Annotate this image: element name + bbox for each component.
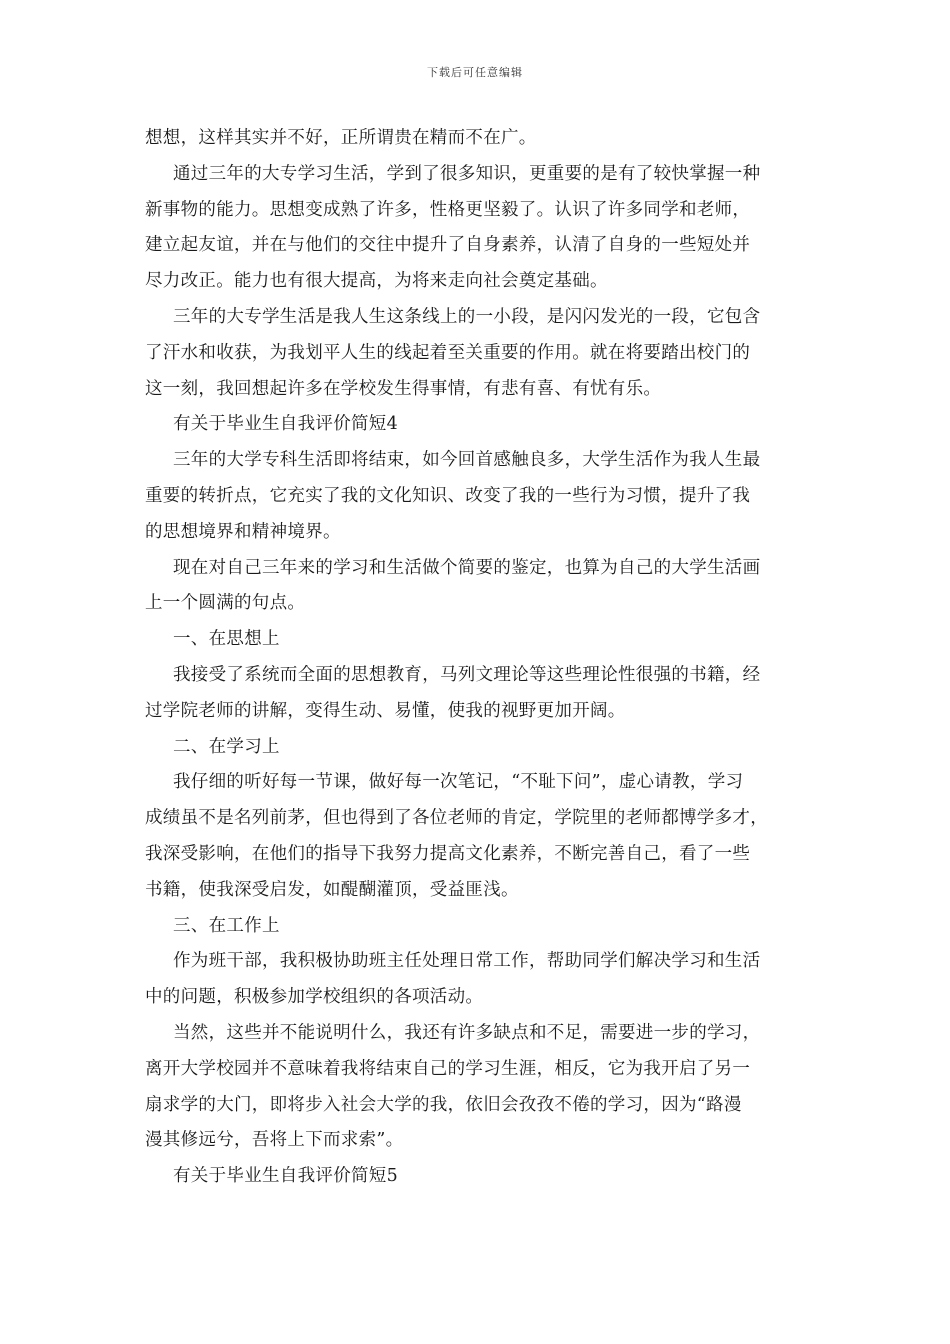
- text-line: 的思想境界和精神境界。: [145, 521, 341, 542]
- text-line: 有关于毕业生自我评价简短5: [173, 1166, 399, 1187]
- text-line: 通过三年的大专学习生活，学到了很多知识，更重要的是有了较快掌握一种: [173, 163, 761, 184]
- text-line: 离开大学校园并不意味着我将结束自己的学习生涯，相反，它为我开启了另一: [145, 1058, 751, 1079]
- text-line: 建立起友谊，并在与他们的交往中提升了自身素养，认清了自身的一些短处并: [145, 235, 751, 256]
- text-line: 作为班干部，我积极协助班主任处理日常工作，帮助同学们解决学习和生活: [173, 951, 761, 972]
- text-line: 三年的大专学生活是我人生这条线上的一小段，是闪闪发光的一段，它包含: [173, 306, 761, 327]
- text-line: 新事物的能力。思想变成熟了许多，性格更坚毅了。认识了许多同学和老师，: [145, 199, 751, 220]
- text-line: 尽力改正。能力也有很大提高，为将来走向社会奠定基础。: [145, 271, 608, 292]
- text-line: 扇求学的大门，即将步入社会大学的我，依旧会孜孜不倦的学习，因为“路漫: [145, 1094, 742, 1115]
- text-line: 二、在学习上: [173, 736, 280, 757]
- text-line: 一、在思想上: [173, 629, 280, 650]
- text-line: 重要的转折点，它充实了我的文化知识、改变了我的一些行为习惯，提升了我: [145, 485, 751, 506]
- text-line: 当然，这些并不能说明什么，我还有许多缺点和不足，需要进一步的学习，: [173, 1022, 761, 1043]
- text-line: 现在对自己三年来的学习和生活做个简要的鉴定，也算为自己的大学生活画: [173, 557, 761, 578]
- text-line: 我深受影响，在他们的指导下我努力提高文化素养，不断完善自己，看了一些: [145, 843, 751, 864]
- text-line: 上一个圆满的句点。: [145, 593, 306, 614]
- text-line: 三、在工作上: [173, 915, 280, 936]
- text-line: 有关于毕业生自我评价简短4: [173, 414, 399, 435]
- text-line: 中的问题，积极参加学校组织的各项活动。: [145, 987, 484, 1008]
- text-line: 漫其修远兮，吾将上下而求索”。: [145, 1130, 404, 1151]
- text-line: 书籍，使我深受启发，如醍醐灌顶，受益匪浅。: [145, 879, 519, 900]
- text-line: 三年的大学专科生活即将结束，如今回首感触良多，大学生活作为我人生最: [173, 450, 761, 471]
- text-line: 我接受了系统而全面的思想教育，马列文理论等这些理论性很强的书籍，经: [173, 664, 761, 685]
- text-line: 我仔细的听好每一节课，做好每一次笔记，“不耻下问”，虚心请教，学习: [173, 772, 744, 793]
- text-line: 了汗水和收获，为我划平人生的线起着至关重要的作用。就在将要踏出校门的: [145, 342, 751, 363]
- text-line: 过学院老师的讲解，变得生动、易懂，使我的视野更加开阔。: [145, 700, 626, 721]
- text-line: 成绩虽不是名列前茅，但也得到了各位老师的肯定，学院里的老师都博学多才，: [145, 808, 768, 829]
- text-line: 这一刻，我回想起许多在学校发生得事情，有悲有喜、有忧有乐。: [145, 378, 662, 399]
- document-body: [145, 121, 810, 1195]
- text-line: 想想，这样其实并不好，正所谓贵在精而不在广。: [145, 128, 537, 148]
- page-header-note: 下载后可任意编辑: [427, 66, 523, 79]
